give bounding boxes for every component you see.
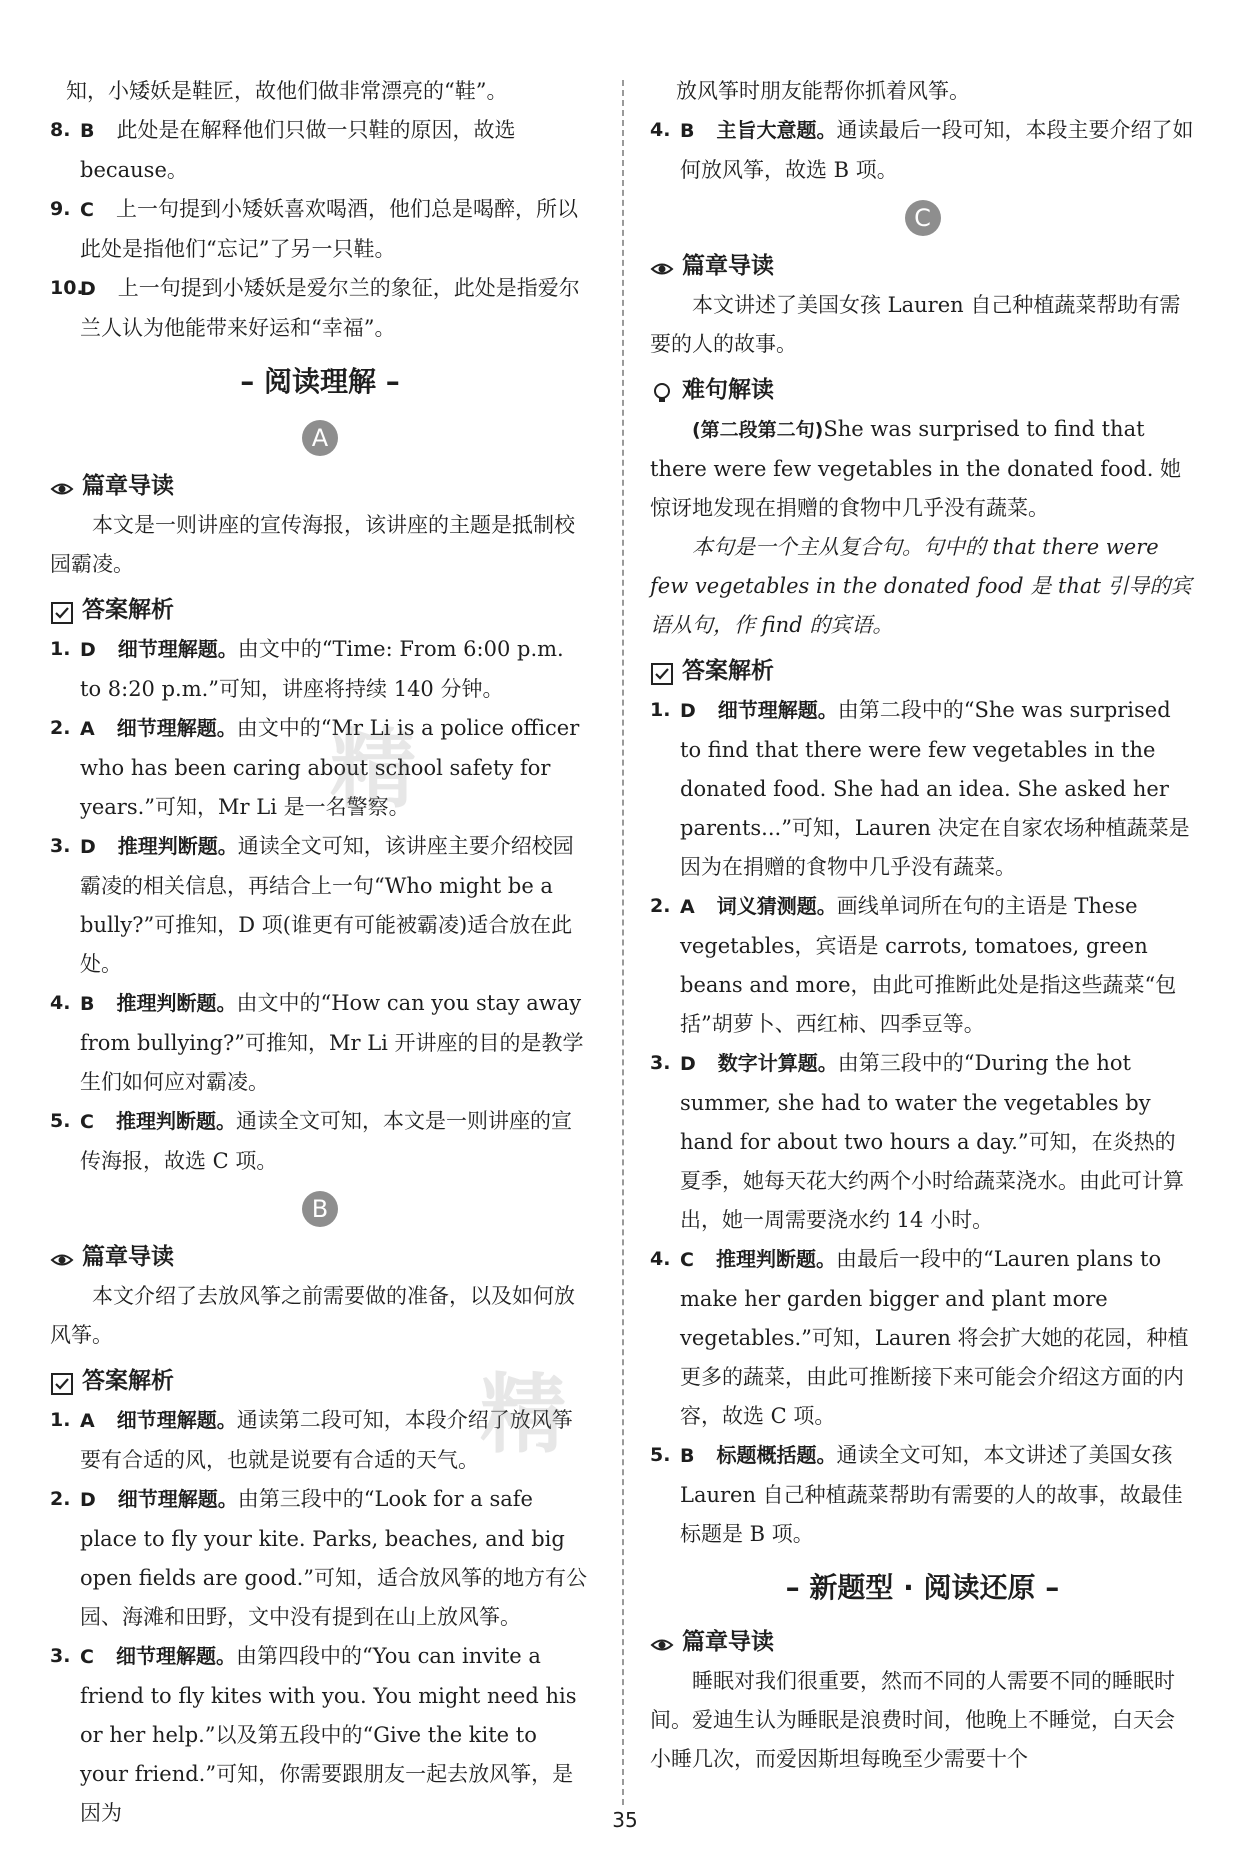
answer-item-b4: 4. B 主旨大意题。通读最后一段可知，本段主要介绍了如何放风筝，故选 B 项。: [650, 118, 1194, 182]
left-column: [50, 72, 590, 1833]
watermark: 精: [480, 1365, 574, 1465]
watermark: 精: [330, 720, 424, 820]
answer-item-c4: 4. C 推理判断题。由最后一段中的“Lauren plans to make her garden bigger and plant more vegetables.”可知，Lauren 将会扩大她的花园，种植更多的蔬菜，由此可推断接下来可能会介绍这方面的内容，故选 C 项。: [650, 1247, 1189, 1428]
section-letter-c: C: [905, 200, 941, 236]
eye-icon: [50, 474, 74, 498]
answer-item-c3: 3. D 数字计算题。由第三段中的“During the hot summer, she had to water the vegetables by hand for about two hours a day.”可知，在炎热的夏季，她每天花大约两个小时给蔬菜浇水。由此可计算出，她一周需要浇水约 14 小时。: [650, 1051, 1184, 1232]
eye-icon: [50, 1245, 74, 1269]
answer-item-a1: 1. D 细节理解题。由文中的“Time: From 6:00 p.m. to 8:20 p.m.”可知，讲座将持续 140 分钟。: [50, 637, 564, 701]
answer-item-b3: 3. C 细节理解题。由第四段中的“You can invite a friend to fly kites with you. You might need his or her help.”以及第五段中的“Give the kite to your friend.”可知，你需要跟朋友一起去放风筝，是因为: [50, 1644, 577, 1825]
answer-item-b2: 2. D 细节理解题。由第三段中的“Look for a safe place to fly your kite. Parks, beaches, and big open fields are good.”可知，适合放风筝的地方有公园、海滩和田野，文中没有提到在山上放风筝。: [50, 1487, 588, 1629]
guide-heading-a: 篇章导读: [50, 466, 590, 506]
answer-item-b1: 1. A 细节理解题。通读第二段可知，本段介绍了放风筝要有合适的风，也就是说要有合适的天气。: [50, 1408, 573, 1472]
answers-heading-b: 答案解析: [50, 1361, 590, 1401]
page-number: 35: [612, 1808, 638, 1832]
section-letter-a: A: [302, 420, 338, 456]
answer-item-9: 9. C 上一句提到小矮妖喜欢喝酒，他们总是喝醉，所以此处是指他们“忘记”了另一只鞋。: [50, 197, 578, 261]
lightbulb-icon: [650, 378, 674, 402]
guide-text-b: 本文介绍了去放风筝之前需要做的准备，以及如何放风筝。: [50, 1284, 575, 1347]
checkbox-icon: [50, 1369, 74, 1393]
right-column: [650, 72, 1195, 1779]
answers-heading-a: 答案解析: [50, 590, 590, 630]
intro-line: 知，小矮妖是鞋匠，故他们做非常漂亮的“鞋”。: [66, 79, 508, 103]
eye-icon: [650, 254, 674, 278]
answer-item-a4: 4. B 推理判断题。由文中的“How can you stay away from bullying?”可推知，Mr Li 开讲座的目的是教学生们如何应对霸凌。: [50, 991, 584, 1094]
guide-text-d: 睡眠对我们很重要，然而不同的人需要不同的睡眠时间。爱迪生认为睡眠是浪费时间，他晚上不睡觉，白天会小睡几次，而爱因斯坦每晚至少需要十个: [650, 1669, 1175, 1771]
hard-sentence: (第二段第二句)She was surprised to find that there were few vegetables in the donated food. 她惊讶地发现在捐赠的食物中几乎没有蔬菜。: [650, 417, 1182, 520]
guide-text-a: 本文是一则讲座的宣传海报，该讲座的主题是抵制校园霸凌。: [50, 513, 575, 576]
hard-sentence-heading: 难句解读: [650, 370, 1195, 410]
answer-item-c5: 5. B 标题概括题。通读全文可知，本文讲述了美国女孩 Lauren 自己种植蔬菜帮助有需要的人的故事，故最佳标题是 B 项。: [650, 1443, 1183, 1546]
answer-item-a3: 3. D 推理判断题。通读全文可知，该讲座主要介绍校园霸凌的相关信息，再结合上一句“Who might be a bully?”可推知，D 项(谁更有可能被霸凌)适合放在此处。: [50, 834, 574, 976]
checkbox-icon: [50, 598, 74, 622]
guide-text-c: 本文讲述了美国女孩 Lauren 自己种植蔬菜帮助有需要的人的故事。: [650, 293, 1181, 356]
reading-section-title: – 阅读理解 –: [240, 365, 400, 398]
answer-item-10: 10. D 上一句提到小矮妖是爱尔兰的象征，此处是指爱尔兰人认为他能带来好运和“幸福”。: [50, 276, 580, 340]
answer-item-c2: 2. A 词义猜测题。画线单词所在句的主语是 These vegetables，宾语是 carrots, tomatoes, green beans and more，由此可推断此处是指这些蔬菜“包括”胡萝卜、西红柿、四季豆等。: [650, 894, 1177, 1036]
guide-heading-c: 篇章导读: [650, 246, 1195, 286]
eye-icon: [650, 1630, 674, 1654]
guide-heading-d: 篇章导读: [650, 1622, 1195, 1662]
checkbox-icon: [650, 659, 674, 683]
answer-item-a5: 5. C 推理判断题。通读全文可知，本文是一则讲座的宣传海报，故选 C 项。: [50, 1109, 572, 1173]
section-letter-b: B: [302, 1191, 338, 1227]
answer-item-a2: 2. A 细节理解题。由文中的“Mr Li is a police officer who has been caring about school safety for years.”可知，Mr Li 是一名警察。: [50, 716, 580, 819]
hard-sentence-note: 本句是一个主从复合句。句中的 that there were few vegetables in the donated food 是 that 引导的宾语从句，作 find 的宾语。: [650, 535, 1192, 637]
guide-heading-b: 篇章导读: [50, 1237, 590, 1277]
answers-heading-c: 答案解析: [650, 651, 1195, 691]
new-type-section-title: – 新题型 · 阅读还原 –: [785, 1571, 1060, 1604]
continued-line: 放风筝时朋友能帮你抓着风筝。: [676, 79, 970, 103]
column-divider: [622, 80, 624, 1805]
answer-item-8: 8. B 此处是在解释他们只做一只鞋的原因，故选 because。: [50, 118, 516, 182]
answer-item-c1: 1. D 细节理解题。由第二段中的“She was surprised to find that there were few vegetables in the donated food. She had an idea. She asked her parents...”可知，Lauren 决定在自家农场种植蔬菜是因为在捐赠的食物中几乎没有蔬菜。: [650, 698, 1190, 879]
